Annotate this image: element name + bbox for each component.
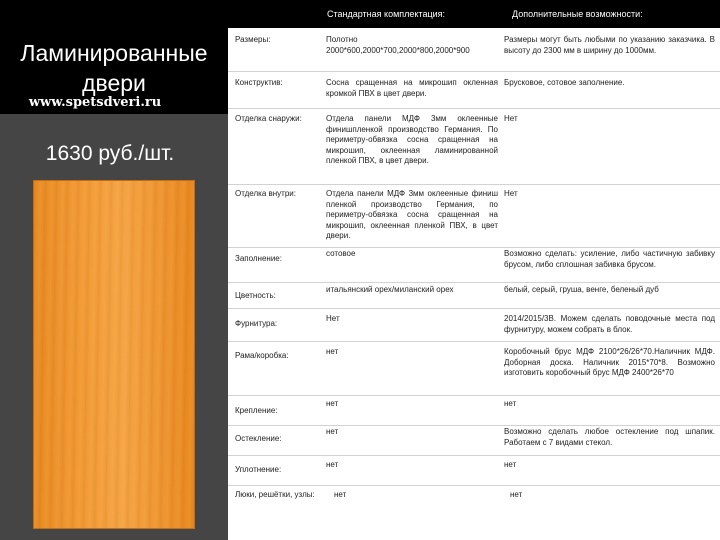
table-row — [228, 341, 720, 396]
row-label: Отделка снаружи: — [235, 114, 302, 123]
table-row — [228, 425, 720, 456]
row-standard: нет — [334, 490, 347, 499]
row-standard: нет — [326, 399, 339, 408]
row-label: Остекление: — [235, 434, 282, 443]
row-label: Цветность: — [235, 291, 276, 300]
row-label: Рама/коробка: — [235, 351, 289, 360]
row-label: Уплотнение: — [235, 465, 282, 474]
header-additional: Дополнительные возможности: — [512, 9, 643, 19]
website-link[interactable]: www.spetsdveri.ru — [28, 95, 162, 110]
row-label: Люки, решётки, узлы: — [235, 490, 315, 499]
row-additional: Возможно сделать любое остекление под шпапик. Работаем с 7 видами стекол. — [504, 427, 715, 447]
product-title-line2: двери — [82, 70, 146, 96]
product-title — [0, 38, 228, 98]
row-additional: нет — [504, 460, 517, 469]
table-row — [228, 247, 720, 283]
table-row — [228, 395, 720, 426]
table-row — [228, 184, 720, 248]
row-standard: Полотно 2000*600,2000*700,2000*800,2000*900 — [326, 35, 470, 55]
row-label: Отделка внутри: — [235, 189, 296, 198]
row-standard: сотовое — [326, 249, 356, 258]
row-label: Размеры: — [235, 35, 271, 44]
table-header — [228, 0, 720, 28]
row-additional: Коробочный брус МДФ 2100*26/26*70.Наличник МДФ. Доборная доска. Наличник 2015*70*8. Возможно изготовить коробочный брус МДФ 2400*26*70 — [504, 347, 715, 377]
table-row — [228, 28, 720, 72]
row-label: Фурнитура: — [235, 319, 278, 328]
table-row — [228, 308, 720, 342]
row-additional: 2014/2015/3В. Можем сделать поводочные места под фурнитуру, можем собрать в блок. — [504, 314, 715, 334]
row-standard: нет — [326, 460, 339, 469]
door-image — [33, 180, 195, 529]
row-additional: Возможно сделать: усиление, либо частичную забивку брусом, либо сплошная забивка брусом. — [504, 249, 715, 269]
row-additional: белый, серый, груша, венге, беленый дуб — [504, 285, 659, 294]
row-additional: Размеры могут быть любыми по указанию заказчика. В высоту до 2300 мм в ширину до 1000мм. — [504, 35, 715, 55]
row-standard: нет — [326, 427, 339, 436]
product-title-line1: Ламинированные — [20, 40, 208, 66]
row-standard: Отдела панели МДФ 3мм оклеенные финишпленкой производство Германия. По периметру-обвязка сосна сращенная на микрошип, оклеенная ламинированной пленкой ПВХ, в цвет двери. — [326, 114, 498, 165]
table-row — [228, 71, 720, 109]
row-additional: нет — [504, 399, 517, 408]
row-standard: Нет — [326, 314, 340, 323]
price-label: 1630 руб./шт. — [45, 142, 175, 165]
row-label: Заполнение: — [235, 254, 282, 263]
row-standard: Отдела панели МДФ 3мм оклеенные финиш пленкой производство Германия, по периметру-обвязка сосна сращенная на микрошип, оклеенная пленкой ПВХ, в цвет двери. — [326, 189, 498, 240]
table-row — [228, 108, 720, 185]
table-row — [228, 282, 720, 309]
table-row — [228, 485, 720, 540]
row-label: Конструктив: — [235, 78, 283, 87]
row-standard: итальянский орех/миланский орех — [326, 285, 454, 294]
row-standard: Сосна сращенная на микрошип окленная кромкой ПВХ в цвет двери. — [326, 78, 498, 98]
row-standard: нет — [326, 347, 339, 356]
row-additional: Брусковое, сотовое заполнение. — [504, 78, 625, 87]
row-additional: Нет — [504, 189, 518, 198]
table-row — [228, 455, 720, 486]
row-additional: Нет — [504, 114, 518, 123]
left-panel — [0, 0, 228, 540]
row-label: Крепление: — [235, 406, 278, 415]
header-standard: Стандартная комплектация: — [327, 9, 446, 19]
row-additional: нет — [510, 490, 523, 499]
